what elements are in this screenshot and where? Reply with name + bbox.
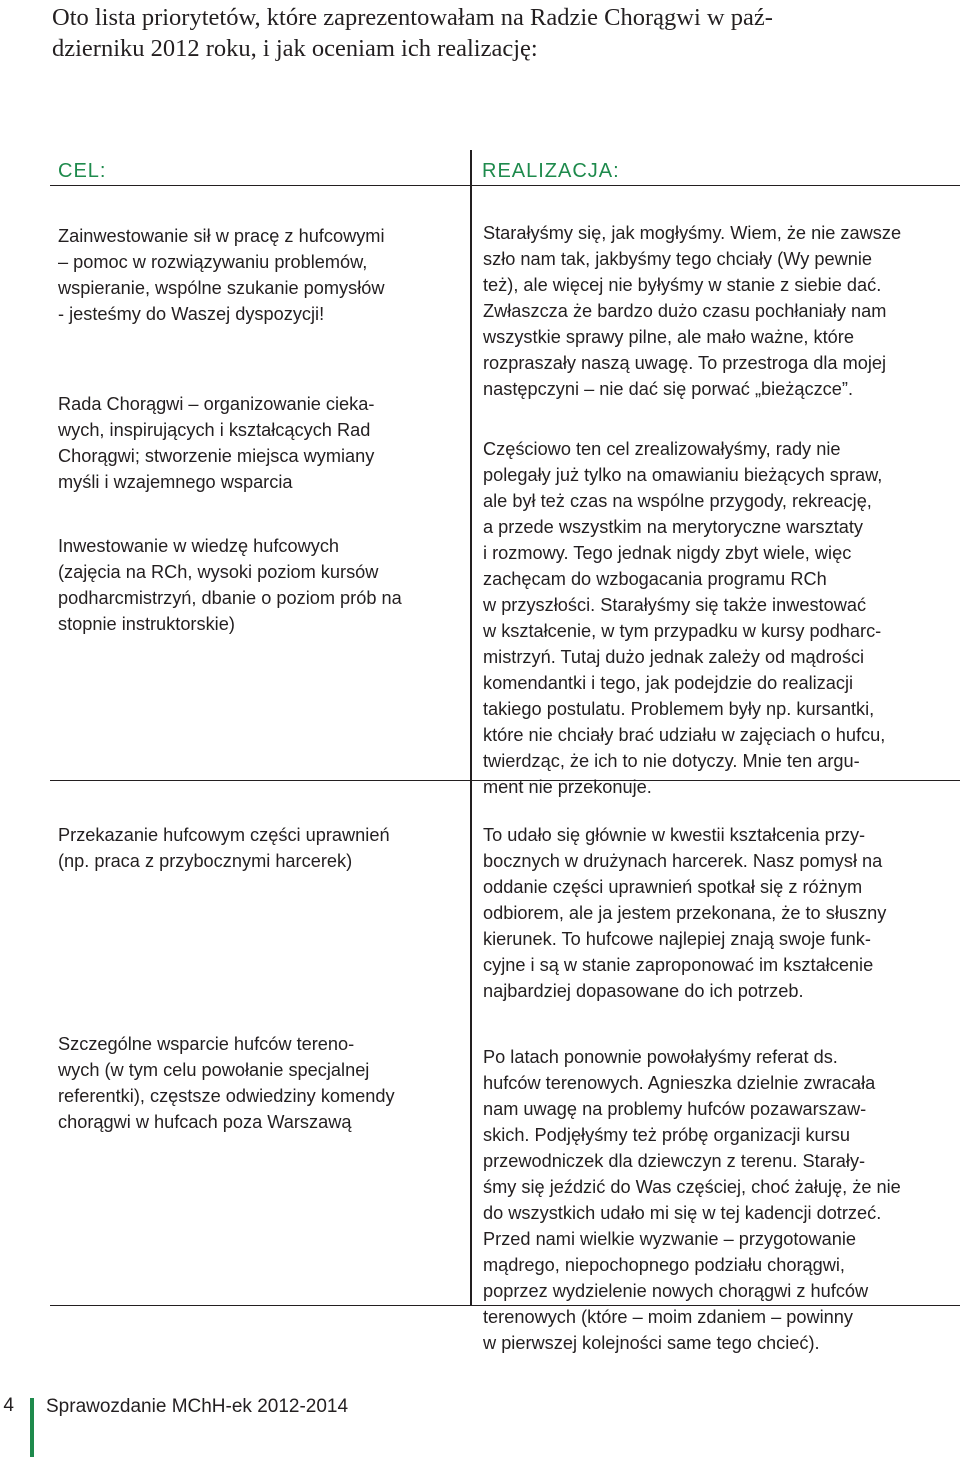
footer-title: Sprawozdanie MChH-ek 2012-2014 (46, 1396, 349, 1417)
row2-realizacja-cell (483, 796, 953, 1391)
row2-cel-cell (58, 796, 460, 1173)
cel-item: Zainwestowanie sił w pracę z hufcowymi – pomoc w rozwiązywaniu problemów, wspieranie, wspólne szukanie pomysłów - jesteśmy do Waszej dyspozycji! (58, 226, 385, 324)
cel-item: Rada Chorągwi – organizowanie cieka- wych, inspirujących i kształcących Rad Chorągwi; stworzenie miejsca wymiany myśli i wzajemnego wsparcia (58, 394, 375, 492)
cel-item: Inwestowanie w wiedzę hufcowych (zajęcia na RCh, wysoki poziom kursów podharcmistrzyń, dbanie o poziom prób na stopnie instruktorskie) (58, 536, 402, 634)
cel-item: Przekazanie hufcowym części uprawnień (np. praca z przybocznymi harcerek) (58, 825, 390, 871)
row1-cel-cell (58, 197, 460, 675)
realizacja-item: Starałyśmy się, jak mogłyśmy. Wiem, że nie zawsze szło nam tak, jakbyśmy tego chciały (Wy pewnie też), ale więcej nie byłyśmy w stanie z siebie dać. Zwłaszcza że bardzo dużo czasu pochłaniały nam wszystkie sprawy pilne, ale mało ważne, które rozpraszały naszą uwagę. To przestroga dla mojej następczyni – nie dać się porwać „bieżączce”. (483, 223, 902, 399)
realizacja-item: Po latach ponownie powołałyśmy referat ds. hufców terenowych. Agnieszka dzielnie zwracała nam uwagę na problemy hufców pozawarszaw- skich. Podjęłyśmy też próbę organizacji kursu przewodniczek dla dziewczyn z terenu. Starały- śmy się jeździć do Was częściej, choć żałuję, że nie do wszystkich udało mi się w tej kadencji dotrzeć. Przed nami wielkie wyzwanie – przygotowanie mądrego, niepochopnego podziału chorągwi, poprzez wydzielenie nowych chorągwi z hufców terenowych (które – moim zdaniem – powinny w pierwszej kolejności same tego chcieć). (483, 1047, 901, 1353)
footer-accent-bar (30, 1398, 34, 1457)
cel-item: Szczególne wsparcie hufców tereno- wych (w tym celu powołanie specjalnej referentki), częstsze odwiedziny komendy chorągwi w hufcach poza Warszawą (58, 1034, 395, 1132)
header-underline (50, 185, 960, 186)
column-divider (470, 150, 472, 1306)
realizacja-item: Częściowo ten cel zrealizowałyśmy, rady nie polegały już tylko na omawianiu bieżących spraw, ale był też czas na wspólne przygody, rekreację, a przede wszystkim na merytoryczne warsztaty i rozmowy. Tego jednak nigdy zbyt wiele, więc zachęcam do wzbogacania programu RCh w przyszłości. Starałyśmy się także inwestować w kształcenie, w tym przypadku w kursy podharc- mistrzyń. Tutaj dużo jednak zależy od mądrości komendantki i tego, jak podejdzie do realizacji takiego postulatu. Problemem były np. kursantki, które nie chciały brać udziału w zajęciach o hufcu, twierdząc, że ich to nie dotyczy. Mnie ten argu- ment nie przekonuje. (483, 439, 886, 797)
realizacja-item: To udało się głównie w kwestii kształcenia przy- bocznych w drużynach harcerek. Nasz pomysł na oddanie części uprawnień spotkał się z różnym odbiorem, ale ja jestem przekonana, że to słuszny kierunek. To hufcowe najlepiej znają swoje funk- cyjne i są w stanie zaproponować im kształcenie najbardziej dopasowane do ich potrzeb. (483, 825, 887, 1001)
page-number: 4 (3, 1395, 14, 1416)
intro-text: Oto lista priorytetów, które zaprezentowałam na Radzie Chorągwi w paź- dzierniku 2012 roku, i jak oceniam ich realizację: (52, 4, 773, 62)
header-cel: CEL: (58, 160, 107, 182)
row1-realizacja-cell (483, 194, 953, 835)
header-realizacja: REALIZACJA: (482, 160, 620, 182)
